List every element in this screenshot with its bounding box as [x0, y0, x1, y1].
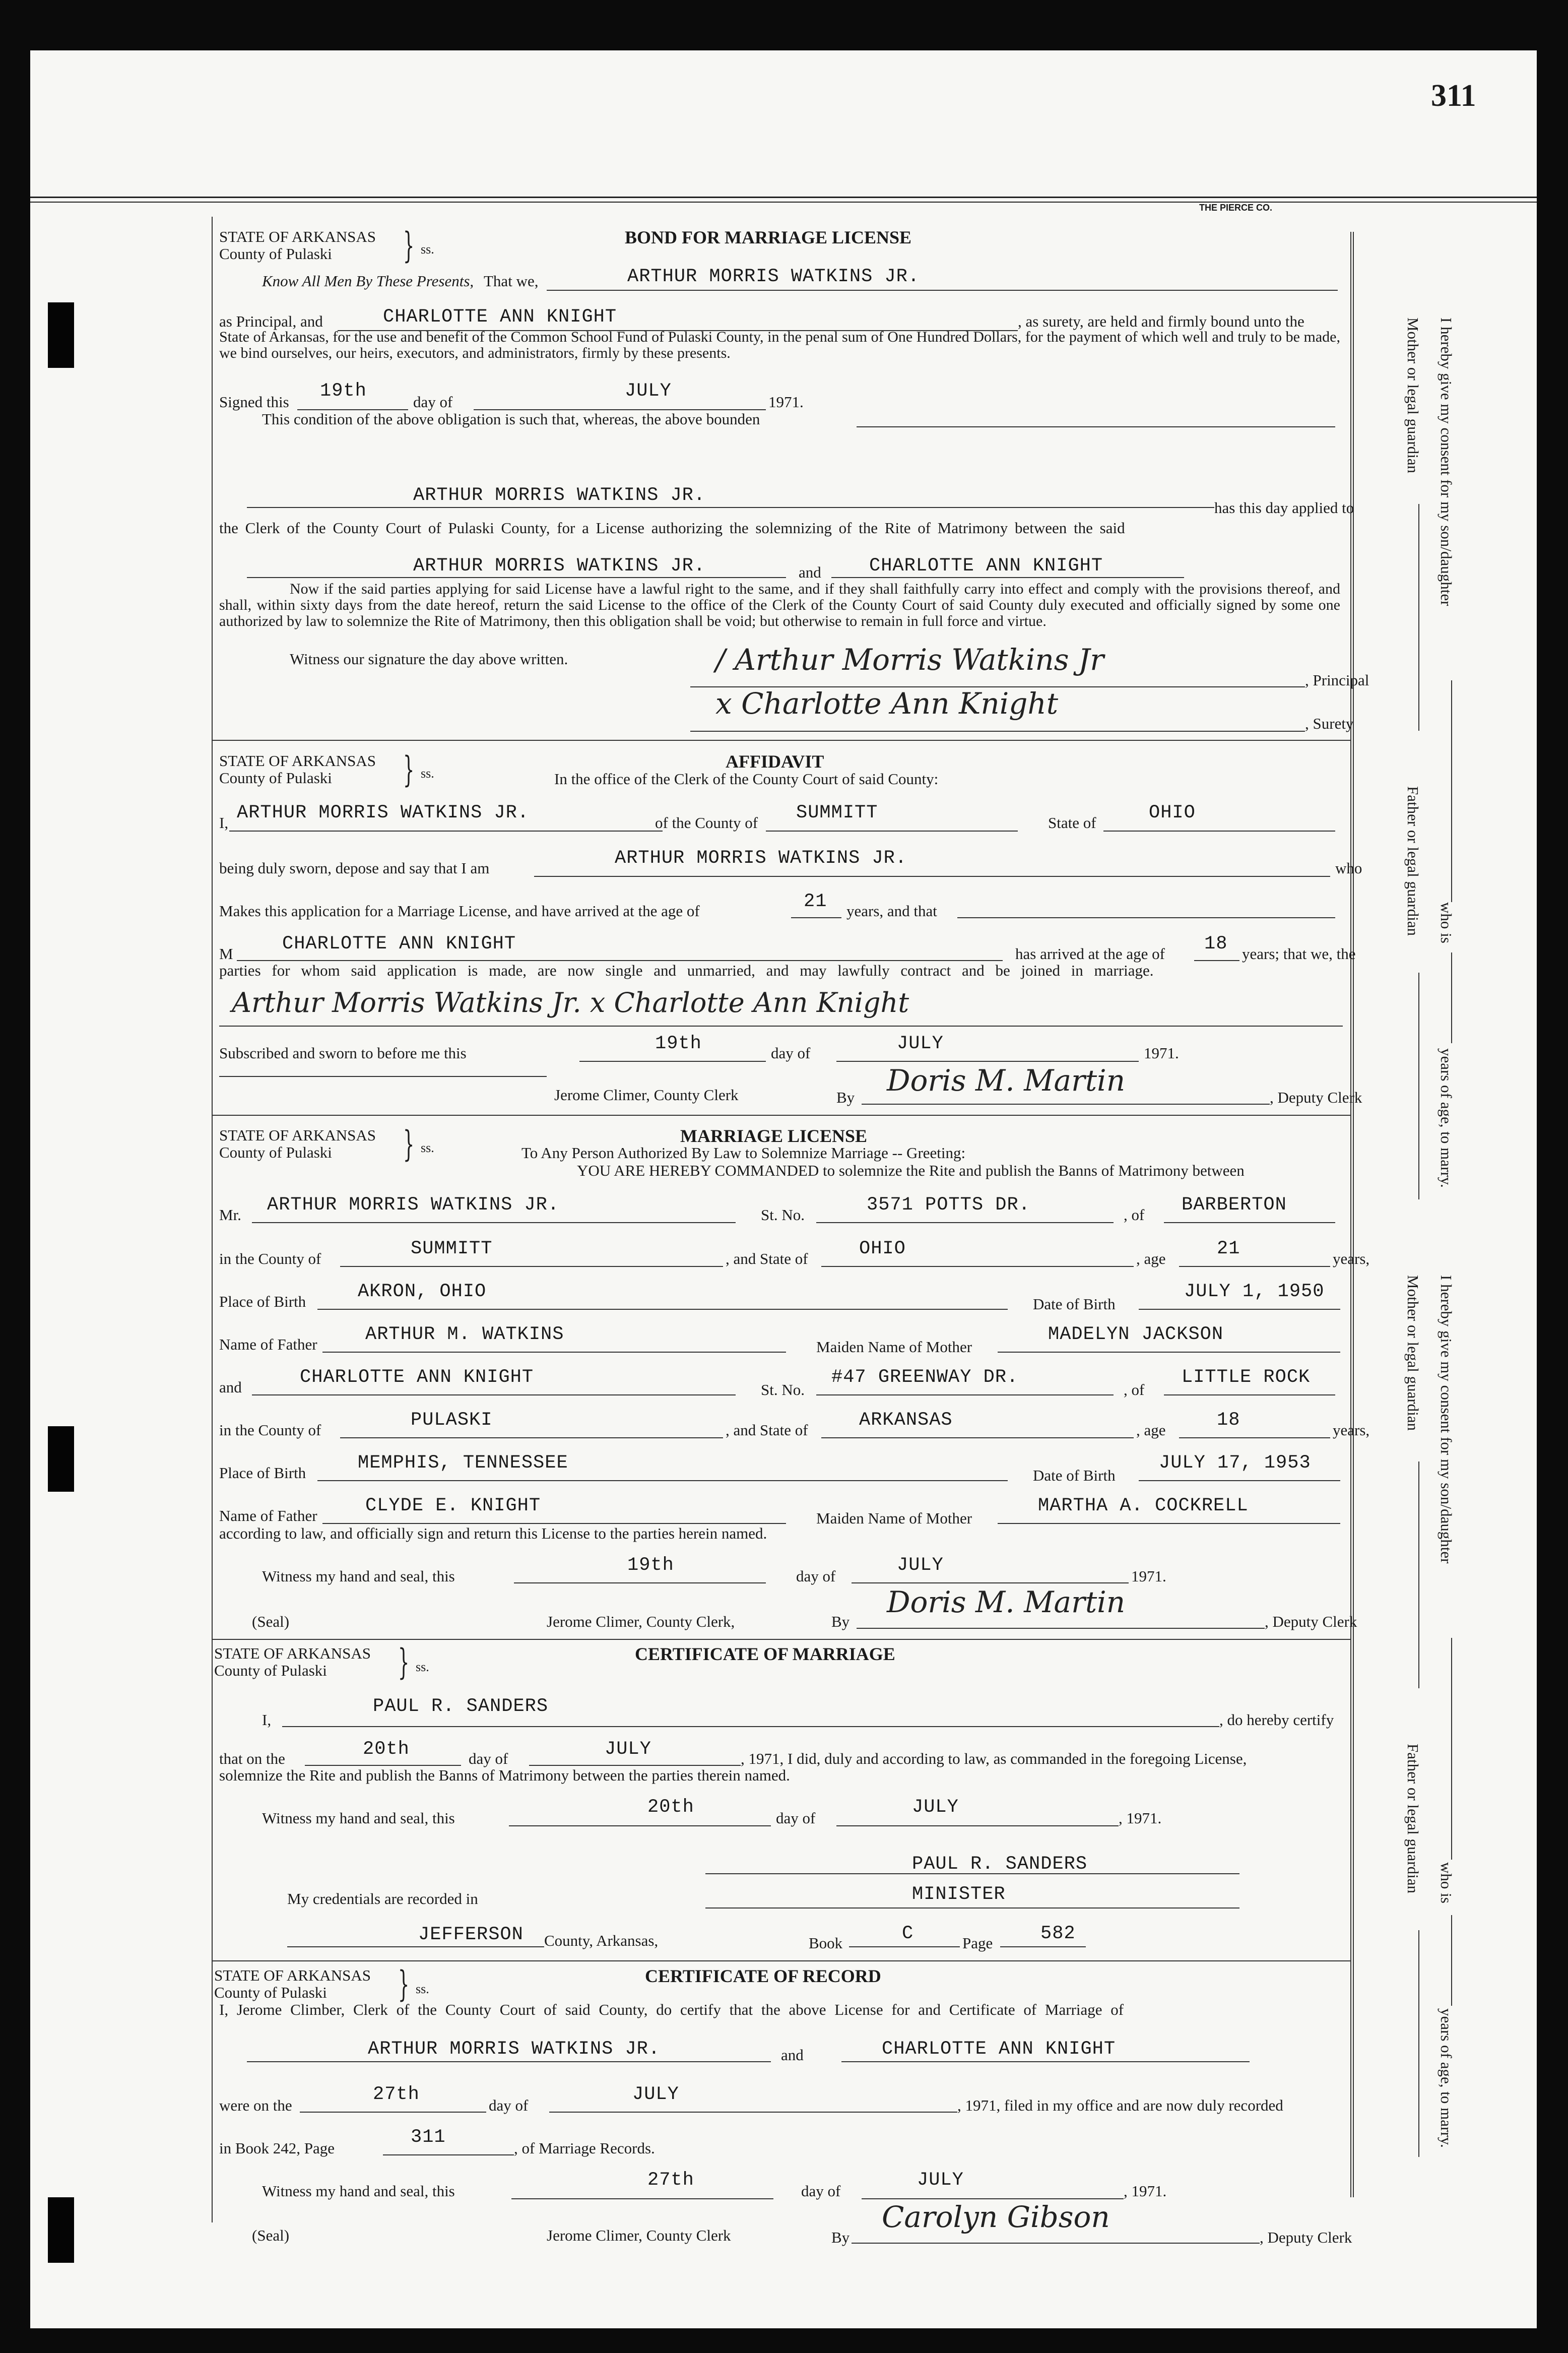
line	[1451, 680, 1452, 902]
lic-mr: Mr.	[219, 1206, 241, 1224]
cert-i: I,	[262, 1711, 272, 1729]
lic-g-city: BARBERTON	[1182, 1194, 1287, 1216]
lic-county: County of Pulaski	[219, 1143, 332, 1161]
lic-b-state: ARKANSAS	[859, 1410, 953, 1431]
cert-cred-county: JEFFERSON	[418, 1924, 524, 1945]
line	[816, 1222, 1114, 1223]
section-rule	[212, 1115, 1350, 1116]
rec-deputy: , Deputy Clerk	[1260, 2229, 1352, 2246]
line	[229, 831, 663, 832]
aff-m: M	[219, 945, 233, 963]
rec-day-of: day of	[489, 2096, 529, 2114]
consent-text-upper: I hereby give my consent for my son/daughter	[1438, 317, 1455, 606]
lic-g-age: 21	[1217, 1238, 1240, 1259]
cert-title: CERTIFICATE OF MARRIAGE	[635, 1644, 895, 1664]
section-rule	[212, 1639, 1350, 1640]
who-is-upper: who is	[1438, 902, 1455, 943]
aff-clerk: Jerome Climer, County Clerk	[554, 1086, 739, 1104]
line	[957, 917, 1335, 918]
lic-day-of: day of	[796, 1567, 836, 1585]
section-rule	[212, 1960, 1350, 1961]
bond-party2: CHARLOTTE ANN KNIGHT	[869, 555, 1103, 577]
line	[816, 1394, 1114, 1395]
cert-state: STATE OF ARKANSAS	[214, 1644, 371, 1662]
mother-guardian-lower: Mother or legal guardian	[1404, 1275, 1422, 1431]
lic-g-state: OHIO	[859, 1238, 906, 1259]
surety-label: , Surety	[1305, 715, 1354, 732]
lic-g-mother: MADELYN JACKSON	[1048, 1324, 1224, 1345]
line	[1164, 1394, 1335, 1395]
cert-w-day-of: day of	[776, 1809, 816, 1827]
aff-county: County of Pulaski	[219, 769, 332, 787]
rec-month: JULY	[632, 2084, 679, 2105]
line	[219, 1026, 1343, 1027]
rec-page-val: 311	[411, 2127, 446, 2148]
line	[852, 2243, 1260, 2244]
years-age-lower: years of age, to marry.	[1438, 2008, 1455, 2148]
brace: }	[398, 1641, 410, 1683]
document-page	[30, 50, 1537, 2328]
lic-state: STATE OF ARKANSAS	[219, 1126, 376, 1144]
line	[821, 1266, 1134, 1267]
line	[247, 577, 786, 578]
lic-by: By	[831, 1613, 850, 1630]
and: and	[799, 563, 821, 581]
aff-name2: ARTHUR MORRIS WATKINS JR.	[615, 848, 907, 869]
lic-in-county: in the County of	[219, 1250, 321, 1267]
aff-years-that: years, and that	[846, 902, 937, 920]
line	[836, 1825, 1119, 1826]
lic-maiden: Maiden Name of Mother	[816, 1338, 972, 1356]
section-rule	[212, 740, 1350, 741]
surety-text: , as surety, are held and firmly bound unto the	[1018, 312, 1304, 330]
line	[857, 426, 1335, 427]
cert-certify: , do hereby certify	[1219, 1711, 1334, 1729]
bond-county: County of Pulaski	[219, 245, 332, 263]
line	[1103, 831, 1335, 832]
lic-b-father: CLYDE E. KNIGHT	[365, 1495, 541, 1516]
aff-title: AFFIDAVIT	[726, 751, 824, 772]
lic-years: years,	[1333, 1250, 1370, 1267]
rec-witness: Witness my hand and seal, this	[262, 2182, 455, 2200]
line	[509, 1825, 771, 1826]
aff-state-val: OHIO	[1149, 802, 1196, 823]
punch-hole	[48, 302, 74, 368]
aff-name: ARTHUR MORRIS WATKINS JR.	[237, 802, 530, 823]
lic-b-pob: MEMPHIS, TENNESSEE	[358, 1452, 568, 1474]
line	[305, 1765, 461, 1766]
aff-of-county: of the County of	[655, 814, 758, 832]
rec-records: , of Marriage Records.	[514, 2139, 655, 2157]
lic-b-street: #47 GREENWAY DR.	[831, 1367, 1019, 1388]
bond-para-2: Now if the said parties applying for said License have a lawful right to the same, and if they shall faithfully carry into effect and comply with the provisions thereof, and shall, within sixty days from the date hereof, return the said License to the office of the Clerk of the County Court of said County duly executed and officially signed by some one authorized by law to solemnize the Rite of Matrimony, then this obligation shall be void; but otherwise to remain in full force and virtue.	[219, 581, 1340, 629]
aff-i: I,	[219, 814, 229, 832]
top-rule-2	[30, 202, 1537, 203]
aff-years-we: years; that we, the	[1242, 945, 1356, 963]
cert-that-on: that on the	[219, 1750, 285, 1767]
aff-county-val: SUMMITT	[796, 802, 878, 823]
cert-witness: Witness my hand and seal, this	[262, 1809, 455, 1827]
rec-county: County of Pulaski	[214, 1984, 327, 2001]
cert-county: County of Pulaski	[214, 1662, 327, 1679]
line	[1451, 1638, 1452, 1860]
cert-book: Book	[809, 1934, 843, 1952]
page-number: 311	[1431, 79, 1476, 113]
lic-age: , age	[1136, 1250, 1166, 1267]
aff-month: JULY	[897, 1033, 944, 1054]
line	[862, 1104, 1270, 1105]
rec-clerk: Jerome Climer, County Clerk	[547, 2227, 731, 2244]
lic-b-and-state: , and State of	[726, 1421, 808, 1439]
line	[821, 1437, 1134, 1438]
line	[282, 1726, 1219, 1727]
father-guardian-upper: Father or legal guardian	[1404, 786, 1422, 936]
clerk-line: the Clerk of the County Court of Pulaski County, for a License authorizing the solemnizing of the Rite of Matrimony between the said	[219, 519, 1125, 537]
bond-ss: ss.	[421, 242, 434, 257]
lic-year: 1971.	[1131, 1567, 1166, 1585]
line	[1451, 952, 1452, 1043]
rec-were-on: were on the	[219, 2096, 292, 2114]
lic-b-place-birth: Place of Birth	[219, 1464, 306, 1482]
lic-b-name-father: Name of Father	[219, 1507, 317, 1524]
line	[549, 2112, 957, 2113]
know-all: Know All Men By These Presents,	[262, 272, 474, 290]
cert-solemnize: solemnize the Rite and publish the Banns of Matrimony between the parties therein named.	[219, 1766, 790, 1784]
aff-state-of: State of	[1048, 814, 1096, 832]
cert-county-ark: County, Arkansas,	[544, 1932, 659, 1949]
lic-b-maiden: Maiden Name of Mother	[816, 1509, 972, 1527]
lic-g-street: 3571 POTTS DR.	[867, 1194, 1030, 1216]
day-of: day of	[413, 393, 453, 411]
line	[705, 1873, 1239, 1874]
bond-applicant: ARTHUR MORRIS WATKINS JR.	[413, 485, 706, 506]
rec-state: STATE OF ARKANSAS	[214, 1966, 371, 1984]
line	[1139, 1309, 1340, 1310]
years-age-upper: years of age, to marry.	[1438, 1048, 1455, 1188]
line	[287, 1946, 544, 1947]
aff-being: being duly sworn, depose and say that I am	[219, 859, 490, 877]
line	[1418, 504, 1419, 731]
line	[766, 831, 1018, 832]
lic-b-dob: JULY 17, 1953	[1159, 1452, 1311, 1474]
lic-b-mother: MARTHA A. COCKRELL	[1038, 1495, 1249, 1516]
rec-w-day-of: day of	[801, 2182, 841, 2200]
lic-day: 19th	[627, 1555, 674, 1576]
punch-hole	[48, 2197, 74, 2263]
line	[857, 1628, 1265, 1629]
line	[1179, 1437, 1330, 1438]
line	[252, 1222, 736, 1223]
line	[1418, 1930, 1419, 2157]
cert-day: 20th	[363, 1739, 410, 1760]
line	[340, 1437, 723, 1438]
line	[252, 1394, 736, 1395]
lic-g-county: SUMMITT	[411, 1238, 493, 1259]
bond-year: 1971.	[768, 393, 804, 411]
lic-of: , of	[1124, 1206, 1145, 1224]
lic-commanded: YOU ARE HEREBY COMMANDED to solemnize the Rite and publish the Banns of Matrimony between	[577, 1162, 1245, 1179]
witness: Witness our signature the day above written.	[290, 650, 568, 668]
line	[1139, 1480, 1340, 1481]
as-principal: as Principal, and	[219, 312, 323, 330]
lic-g-father: ARTHUR M. WATKINS	[365, 1324, 564, 1345]
rec-filed: , 1971, filed in my office and are now duly recorded	[957, 2096, 1283, 2114]
aff-makes: Makes this application for a Marriage License, and have arrived at the age of	[219, 902, 700, 920]
lic-b-county: PULASKI	[411, 1410, 493, 1431]
left-frame	[212, 217, 213, 2222]
rec-deputy-signature: Carolyn Gibson	[882, 2200, 1110, 2234]
cert-w-month: JULY	[912, 1797, 959, 1818]
aff-deputy: , Deputy Clerk	[1270, 1089, 1362, 1106]
lic-b-in-county: in the County of	[219, 1421, 321, 1439]
lic-witness: Witness my hand and seal, this	[262, 1567, 455, 1585]
brace: }	[398, 1963, 410, 2005]
aff-by: By	[836, 1089, 855, 1106]
line	[534, 876, 1330, 877]
line	[690, 731, 1305, 732]
lic-b-st-no: St. No.	[761, 1381, 805, 1398]
line	[247, 507, 1214, 508]
aff-age: 21	[804, 891, 827, 912]
principal-signature: / Arthur Morris Watkins Jr	[715, 643, 1104, 677]
line	[852, 1582, 1129, 1583]
rec-text: I, Jerome Climber, Clerk of the County Court of said County, do certify that the above License for and Certificate of Marriage of	[219, 2001, 1124, 2018]
aff-office: In the office of the Clerk of the County Court of said County:	[554, 770, 939, 788]
lic-g-pob: AKRON, OHIO	[358, 1281, 487, 1302]
lic-groom: ARTHUR MORRIS WATKINS JR.	[267, 1194, 560, 1216]
cert-page: Page	[962, 1934, 993, 1952]
aff-state: STATE OF ARKANSAS	[219, 752, 376, 770]
lic-b-city: LITTLE ROCK	[1182, 1367, 1311, 1388]
rec-seal: (Seal)	[252, 2227, 290, 2244]
aff-bride-age: 18	[1204, 933, 1228, 955]
rec-w-month: JULY	[917, 2170, 964, 2191]
cert-day-of: day of	[469, 1750, 508, 1767]
rec-by: By	[831, 2229, 850, 2246]
line	[237, 960, 1003, 961]
brace: }	[403, 225, 415, 266]
cert-ss: ss.	[416, 1660, 429, 1674]
that-we: That we,	[484, 272, 539, 290]
lic-title: MARRIAGE LICENSE	[680, 1126, 868, 1146]
rec-p1: ARTHUR MORRIS WATKINS JR.	[368, 2039, 661, 2060]
line	[514, 1582, 766, 1583]
lic-b-of: , of	[1124, 1381, 1145, 1398]
rec-title: CERTIFICATE OF RECORD	[645, 1966, 881, 1986]
brace: }	[403, 1123, 415, 1165]
cert-sign-name: PAUL R. SANDERS	[912, 1854, 1088, 1875]
lic-and-state: , and State of	[726, 1250, 808, 1267]
aff-ss: ss.	[421, 766, 434, 781]
line	[836, 1061, 1139, 1062]
aff-deputy-signature: Doris M. Martin	[887, 1063, 1126, 1098]
line	[383, 2154, 514, 2155]
line	[862, 2198, 1124, 2199]
consent-text-lower: I hereby give my consent for my son/daughter	[1438, 1275, 1455, 1564]
aff-arrived: has arrived at the age of	[1015, 945, 1165, 963]
line	[1164, 1222, 1335, 1223]
who-is-lower: who is	[1438, 1862, 1455, 1903]
line	[998, 1352, 1340, 1353]
rec-day: 27th	[373, 2084, 420, 2105]
top-rule	[30, 197, 1537, 198]
surety-signature: x Charlotte Ann Knight	[715, 686, 1059, 721]
line	[831, 577, 1184, 578]
lic-b-age: 18	[1217, 1410, 1240, 1431]
principal-label: , Principal	[1305, 671, 1369, 689]
cert-officiant: PAUL R. SANDERS	[373, 1696, 549, 1717]
signed-this: Signed this	[219, 393, 289, 411]
cert-page-val: 582	[1040, 1923, 1076, 1944]
line	[1000, 1946, 1086, 1947]
line	[317, 1309, 1008, 1310]
rec-ss: ss.	[416, 1982, 429, 1996]
lic-according: according to law, and officially sign and return this License to the parties herein named.	[219, 1524, 767, 1542]
right-frame-2	[1353, 232, 1354, 2197]
line	[841, 2061, 1250, 2062]
right-frame	[1350, 232, 1351, 2197]
line	[1418, 973, 1419, 1199]
bond-party1: ARTHUR MORRIS WATKINS JR.	[413, 555, 706, 577]
cert-year: , 1971.	[1119, 1809, 1162, 1827]
cert-did: , 1971, I did, duly and according to law, as commanded in the foregoing License,	[741, 1750, 1247, 1767]
lic-g-dob: JULY 1, 1950	[1184, 1281, 1325, 1302]
punch-hole	[48, 1426, 74, 1492]
lic-st-no: St. No.	[761, 1206, 805, 1224]
aff-subscribed: Subscribed and sworn to before me this	[219, 1044, 467, 1062]
lic-month: JULY	[897, 1555, 944, 1576]
bond-state: STATE OF ARKANSAS	[219, 228, 376, 245]
lic-b-years: years,	[1333, 1421, 1370, 1439]
lic-to-any: To Any Person Authorized By Law to Solemnize Marriage -- Greeting:	[521, 1144, 966, 1162]
bond-title: BOND FOR MARRIAGE LICENSE	[625, 227, 912, 247]
aff-parties: parties for whom said application is made, are now single and unmarried, and may lawfully contract and be joined in marriage.	[219, 962, 1154, 979]
lic-deputy: , Deputy Clerk	[1265, 1613, 1357, 1630]
cert-month: JULY	[605, 1739, 651, 1760]
cert-w-day: 20th	[647, 1797, 694, 1818]
father-guardian-lower: Father or legal guardian	[1404, 1744, 1422, 1893]
aff-signatures: Arthur Morris Watkins Jr. x Charlotte Ann Knight	[232, 987, 909, 1019]
line	[998, 1523, 1340, 1524]
line	[791, 917, 841, 918]
aff-who: who	[1335, 859, 1362, 877]
line	[1451, 1915, 1452, 2006]
cert-credentials: My credentials are recorded in	[287, 1890, 478, 1907]
line	[849, 1946, 960, 1947]
line	[511, 2198, 773, 2199]
rec-in-book: in Book 242, Page	[219, 2139, 335, 2157]
lic-bride: CHARLOTTE ANN KNIGHT	[300, 1367, 534, 1388]
rec-year: , 1971.	[1124, 2182, 1167, 2200]
aff-day-of: day of	[771, 1044, 811, 1062]
bond-month: JULY	[625, 380, 672, 402]
line	[322, 1352, 786, 1353]
line	[579, 1061, 766, 1062]
mother-guardian-upper: Mother or legal guardian	[1404, 317, 1422, 474]
lic-deputy-signature: Doris M. Martin	[887, 1585, 1126, 1619]
rec-w-day: 27th	[647, 2170, 694, 2191]
bond-principal-name: ARTHUR MORRIS WATKINS JR.	[627, 266, 920, 287]
bond-surety-name: CHARLOTTE ANN KNIGHT	[383, 306, 617, 328]
lic-ss: ss.	[421, 1140, 434, 1155]
aff-year: 1971.	[1144, 1044, 1179, 1062]
line	[529, 1765, 741, 1766]
line	[219, 1076, 547, 1077]
lic-b-age-lbl: , age	[1136, 1421, 1166, 1439]
line	[247, 2061, 771, 2062]
printer-name: THE PIERCE CO.	[1199, 203, 1273, 213]
line	[705, 1907, 1239, 1909]
rec-p2: CHARLOTTE ANN KNIGHT	[882, 2039, 1116, 2060]
line	[317, 1480, 1008, 1481]
line	[1418, 1461, 1419, 1688]
rec-and: and	[781, 2046, 804, 2064]
brace: }	[403, 749, 415, 790]
cert-book-val: C	[902, 1923, 914, 1944]
lic-b-date-birth: Date of Birth	[1033, 1467, 1116, 1484]
line	[300, 2112, 486, 2113]
aff-bride: CHARLOTTE ANN KNIGHT	[282, 933, 516, 955]
lic-clerk: Jerome Climer, County Clerk,	[547, 1613, 735, 1630]
line	[547, 290, 1338, 291]
cert-minister: MINISTER	[912, 1884, 1006, 1905]
line	[1179, 1266, 1330, 1267]
lic-name-father: Name of Father	[219, 1336, 317, 1353]
lic-and: and	[219, 1378, 242, 1396]
lic-place-birth: Place of Birth	[219, 1293, 306, 1310]
line	[322, 1523, 786, 1524]
aff-day: 19th	[655, 1033, 702, 1054]
condition: This condition of the above obligation is such that, whereas, the above bounden	[262, 410, 760, 428]
line	[340, 1266, 723, 1267]
line	[1194, 960, 1239, 961]
lic-seal: (Seal)	[252, 1613, 290, 1630]
bond-day: 19th	[320, 380, 367, 402]
lic-date-birth: Date of Birth	[1033, 1295, 1116, 1313]
bond-para-1: State of Arkansas, for the use and benefit of the Common School Fund of Pulaski County, in the penal sum of One Hundred Dollars, for the payment of which well and truly to be made, we bind ourselves, our heirs, executors, and administrators, firmly by these presents.	[219, 329, 1340, 361]
applied: has this day applied to	[1214, 499, 1354, 517]
